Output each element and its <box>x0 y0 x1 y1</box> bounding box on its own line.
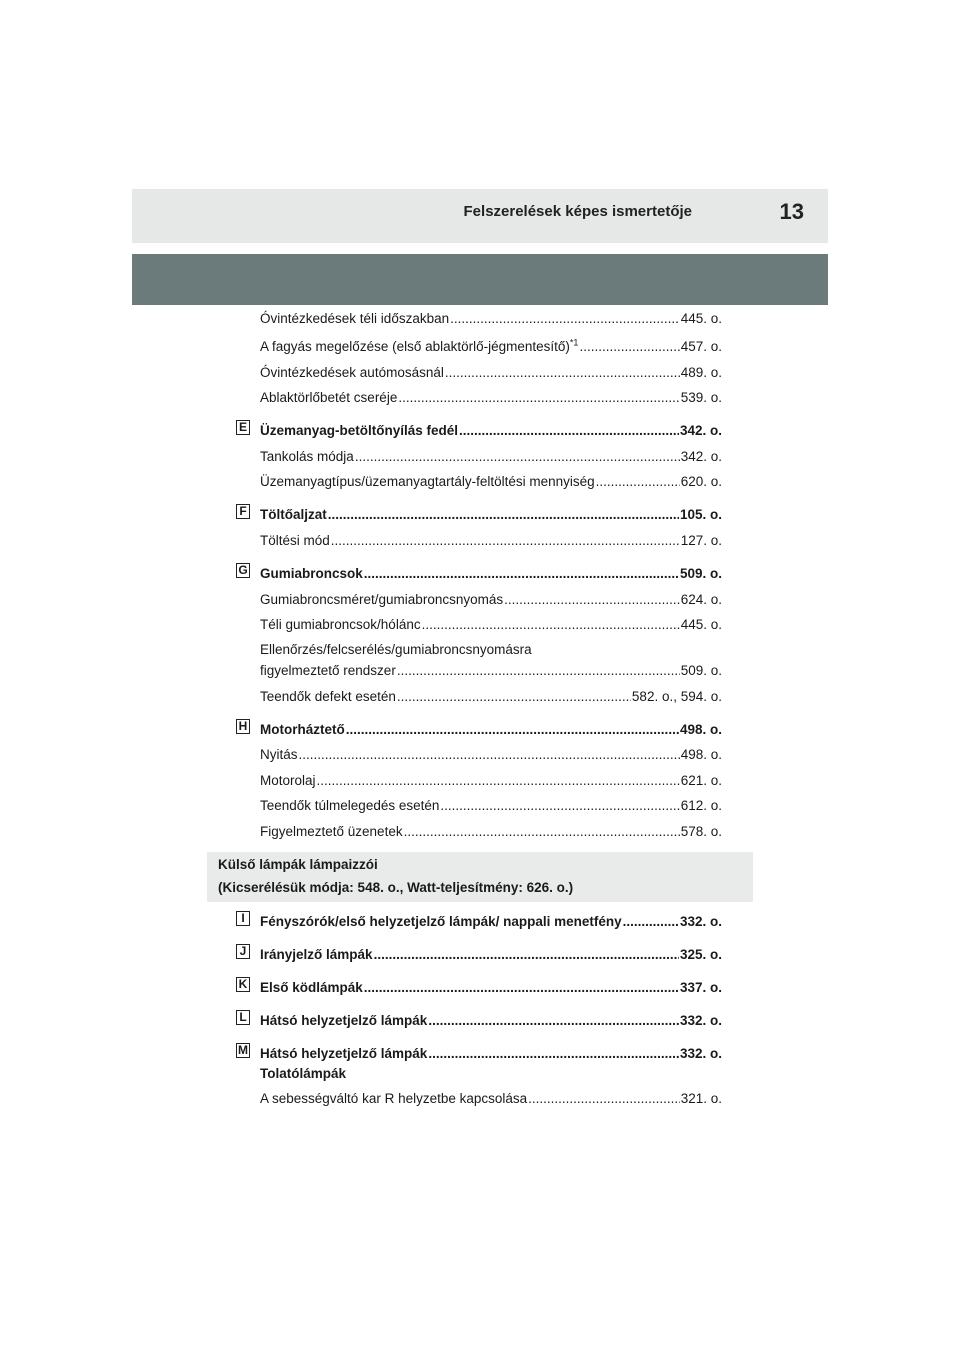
toc-entry[interactable] <box>260 823 722 841</box>
leader-dots <box>299 746 680 764</box>
entry-page-ref: 489. o. <box>680 365 722 380</box>
leader-dots <box>528 1090 680 1108</box>
entry-page-ref: 582. o., 594. o. <box>631 689 722 704</box>
lamps-box-title: Külső lámpák lámpaizzói <box>218 857 378 872</box>
entry-label: Hátsó helyzetjelző lámpák <box>260 1013 428 1028</box>
entry-label: Tankolás módja <box>260 449 354 464</box>
leader-dots <box>364 979 679 997</box>
toc-entry[interactable] <box>260 616 722 634</box>
entry-label: Töltési mód <box>260 533 330 548</box>
entry-label: Téli gumiabroncsok/hólánc <box>260 617 421 632</box>
entry-page-ref: 342. o. <box>679 423 722 438</box>
section-heading[interactable] <box>260 422 722 440</box>
leader-dots <box>459 422 679 440</box>
entry-page-ref: 621. o. <box>680 773 722 788</box>
entry-page-ref: 620. o. <box>680 474 722 489</box>
lamps-box-subtitle: (Kicserélésük módja: 548. o., Watt-teljesítmény: 626. o.) <box>218 880 574 895</box>
entry-page-ref: 332. o. <box>679 1013 722 1028</box>
leader-dots <box>346 721 679 739</box>
leader-dots <box>397 662 680 680</box>
leader-dots <box>445 364 680 382</box>
section-subheading[interactable]: Tolatólámpák <box>260 1066 347 1081</box>
entry-page-ref: 342. o. <box>680 449 722 464</box>
page-number: 13 <box>779 199 804 224</box>
entry-label: Gumiabroncsméret/gumiabroncsnyomás <box>260 592 504 607</box>
entry-label: Motorháztető <box>260 722 345 737</box>
leader-dots <box>331 532 680 550</box>
toc-entry[interactable] <box>260 591 722 609</box>
leader-dots <box>579 338 679 356</box>
toc-entry[interactable] <box>260 746 722 764</box>
header-title: Felszerelések képes ismertetője <box>463 203 692 220</box>
leader-dots <box>404 823 680 841</box>
toc-entry[interactable] <box>260 1090 722 1108</box>
toc-entry[interactable] <box>260 662 722 680</box>
toc-entry[interactable] <box>260 532 722 550</box>
entry-page-ref: 498. o. <box>680 747 722 762</box>
entry-page-ref: 509. o. <box>680 663 722 678</box>
page-header <box>132 189 828 243</box>
entry-page-ref: 539. o. <box>680 390 722 405</box>
toc-entry[interactable] <box>260 389 722 407</box>
section-heading[interactable] <box>260 1045 722 1063</box>
toc-entry[interactable] <box>260 473 722 491</box>
entry-page-ref: 332. o. <box>679 1046 722 1061</box>
toc-entry[interactable] <box>260 338 722 356</box>
toc-entry[interactable] <box>260 772 722 790</box>
leader-dots <box>328 506 679 524</box>
toc-entry[interactable] <box>260 364 722 382</box>
leader-dots <box>397 688 631 706</box>
entry-page-ref: 498. o. <box>679 722 722 737</box>
section-marker-f: F <box>236 504 250 519</box>
section-marker-g: G <box>236 563 250 578</box>
leader-dots <box>428 1045 679 1063</box>
entry-page-ref: 105. o. <box>679 507 722 522</box>
entry-page-ref: 325. o. <box>679 947 722 962</box>
leader-dots <box>398 389 679 407</box>
entry-label: Első ködlámpák <box>260 980 363 995</box>
section-heading[interactable] <box>260 565 722 583</box>
leader-dots <box>364 565 679 583</box>
entry-page-ref: 337. o. <box>679 980 722 995</box>
entry-page-ref: 445. o. <box>680 617 722 632</box>
entry-label: Gumiabroncsok <box>260 566 363 581</box>
header-image-band <box>132 254 828 305</box>
leader-dots <box>450 310 680 328</box>
entry-page-ref: 578. o. <box>680 824 722 839</box>
entry-label: Óvintézkedések autómosásnál <box>260 365 444 380</box>
section-heading[interactable] <box>260 506 722 524</box>
leader-dots <box>504 591 680 609</box>
toc-entry[interactable] <box>260 448 722 466</box>
section-marker-l: L <box>236 1010 250 1025</box>
leader-dots <box>440 797 679 815</box>
entry-label: Üzemanyagtípus/üzemanyagtartály-feltöltési mennyiség <box>260 474 595 489</box>
entry-label: Figyelmeztető üzenetek <box>260 824 403 839</box>
section-marker-h: H <box>236 719 250 734</box>
entry-page-ref: 509. o. <box>679 566 722 581</box>
entry-label: A sebességváltó kar R helyzetbe kapcsolása <box>260 1091 528 1106</box>
entry-label: figyelmeztető rendszer <box>260 663 396 678</box>
entry-label: Teendők túlmelegedés esetén <box>260 798 440 813</box>
entry-label: Teendők defekt esetén <box>260 689 396 704</box>
entry-page-ref: 457. o. <box>680 339 722 354</box>
section-heading[interactable] <box>260 979 722 997</box>
entry-label: Motorolaj <box>260 773 316 788</box>
section-marker-k: K <box>236 977 250 992</box>
toc-entry[interactable] <box>260 310 722 328</box>
leader-dots <box>355 448 680 466</box>
section-marker-e: E <box>236 420 250 435</box>
leader-dots <box>374 946 679 964</box>
entry-label-line1: Ellenőrzés/felcserélés/gumiabroncsnyomásra <box>260 642 532 657</box>
entry-page-ref: 624. o. <box>680 592 722 607</box>
leader-dots <box>428 1012 679 1030</box>
entry-label: Fényszórók/első helyzetjelző lámpák/ nappali menetfény <box>260 914 622 929</box>
entry-label: Irányjelző lámpák <box>260 947 373 962</box>
lamps-info-box <box>207 852 753 902</box>
leader-dots <box>623 913 679 931</box>
section-marker-j: J <box>236 944 250 959</box>
leader-dots <box>596 473 680 491</box>
entry-label: Hátsó helyzetjelző lámpák <box>260 1046 428 1061</box>
toc-entry[interactable] <box>260 688 722 706</box>
entry-page-ref: 321. o. <box>680 1091 722 1106</box>
leader-dots <box>317 772 680 790</box>
entry-page-ref: 612. o. <box>680 798 722 813</box>
section-heading[interactable] <box>260 946 722 964</box>
footnote-marker: *1 <box>569 337 579 348</box>
entry-label: A fagyás megelőzése (első ablaktörlő-jégmentesítő)$^{*1}$ <box>260 337 579 354</box>
entry-label: Nyitás <box>260 747 298 762</box>
entry-label: Töltőaljzat <box>260 507 327 522</box>
toc-entry[interactable] <box>260 797 722 815</box>
entry-label: Ablaktörlőbetét cseréje <box>260 390 398 405</box>
section-marker-i: I <box>236 911 250 926</box>
entry-page-ref: 332. o. <box>679 914 722 929</box>
section-heading[interactable] <box>260 721 722 739</box>
leader-dots <box>422 616 680 634</box>
entry-page-ref: 127. o. <box>680 533 722 548</box>
section-heading[interactable] <box>260 913 722 931</box>
entry-label: Üzemanyag-betöltőnyílás fedél <box>260 423 459 438</box>
section-heading[interactable] <box>260 1012 722 1030</box>
entry-page-ref: 445. o. <box>680 311 722 326</box>
entry-label: Óvintézkedések téli időszakban <box>260 311 450 326</box>
section-marker-m: M <box>238 1043 248 1057</box>
